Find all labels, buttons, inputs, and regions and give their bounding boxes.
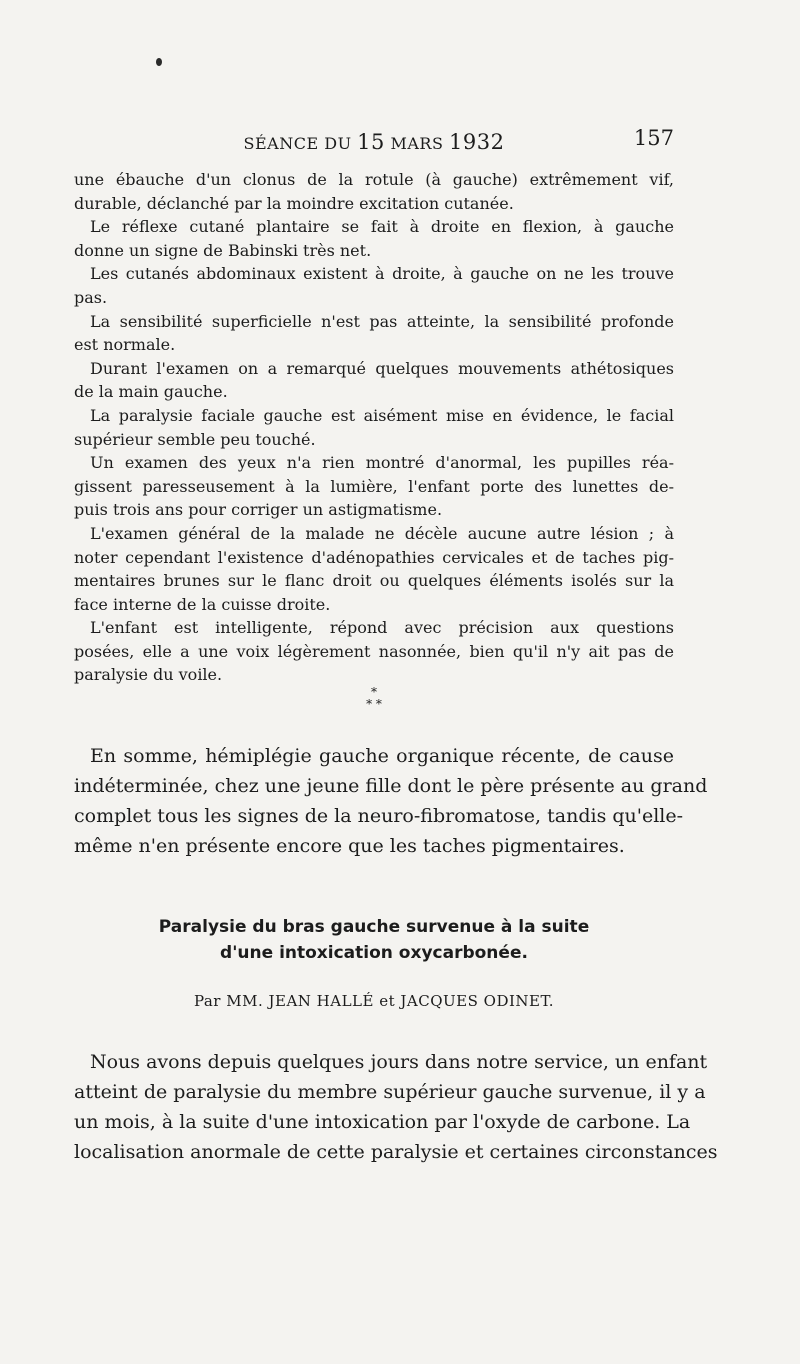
separator-star-top: * — [371, 685, 377, 699]
text-line: gissent paresseusement à la lumière, l'enfant porte des lunettes de- — [74, 476, 674, 496]
case-report-text — [74, 168, 674, 687]
page-header — [74, 126, 674, 156]
article-body-text — [74, 1047, 718, 1167]
text-line: une ébauche d'un clonus de la rotule (à gauche) extrêmement vif, — [74, 170, 674, 189]
article-title — [74, 914, 674, 966]
text-line: complet tous les signes de la neuro-fibromatose, tandis qu'elle- — [74, 805, 684, 827]
text-line: La sensibilité superficielle n'est pas atteinte, la sensibilité profonde — [90, 311, 674, 331]
summary-text — [74, 741, 708, 861]
text-line: indéterminée, chez une jeune fille dont le père présente au grand — [74, 775, 708, 797]
text-line: localisation anormale de cette paralysie et certaines circonstances — [74, 1141, 718, 1163]
running-head-year: 1932 — [449, 130, 505, 154]
text-line: atteint de paralysie du membre supérieur gauche survenue, il y a — [74, 1081, 706, 1103]
text-line: donne un signe de Babinski très net. — [74, 240, 372, 260]
text-line: durable, déclanché par la moindre excitation cutanée. — [74, 193, 514, 213]
running-head-month: MARS — [384, 134, 449, 153]
text-line: Nous avons depuis quelques jours dans notre service, un enfant — [90, 1051, 708, 1073]
ink-speck — [156, 58, 162, 66]
text-line: Les cutanés abdominaux existent à droite, à gauche on ne les trouve — [90, 264, 674, 284]
text-line: En somme, hémiplégie gauche organique récente, de cause — [90, 745, 674, 767]
text-line: face interne de la cuisse droite. — [74, 594, 331, 614]
text-line: de la main gauche. — [74, 382, 228, 402]
text-line: paralysie du voile. — [74, 665, 223, 685]
running-head-day: 15 — [357, 130, 385, 154]
text-line: Le réflexe cutané plantaire se fait à droite en flexion, à gauche — [90, 217, 674, 237]
text-line: L'enfant est intelligente, répond avec précision aux questions — [90, 618, 674, 638]
text-line: noter cependant l'existence d'adénopathies cervicales et de taches pig- — [74, 547, 674, 567]
article-authors: Par MM. JEAN HALLÉ et JACQUES ODINET. — [193, 992, 555, 1010]
running-head — [74, 130, 674, 154]
text-line: Durant l'examen on a remarqué quelques mouvements athétosiques — [90, 358, 674, 378]
article-title-line: d'une intoxication oxycarbonée. — [220, 943, 528, 963]
text-line: Un examen des yeux n'a rien montré d'anormal, les pupilles réa- — [90, 453, 674, 473]
text-line: L'examen général de la malade ne décèle aucune autre lésion ; à — [90, 523, 674, 543]
running-head-session: SÉANCE DU — [243, 134, 358, 153]
section-separator — [74, 686, 674, 710]
text-line: supérieur semble peu touché. — [74, 429, 316, 449]
text-line: un mois, à la suite d'une intoxication par l'oxyde de carbone. La — [74, 1111, 691, 1133]
separator-star-bottom: * * — [366, 697, 382, 711]
text-line: même n'en présente encore que les taches pigmentaires. — [74, 835, 625, 857]
page-number: 157 — [633, 126, 674, 150]
text-line: pas. — [74, 287, 108, 307]
article-title-line: Paralysie du bras gauche survenue à la suite — [158, 917, 590, 937]
text-line: La paralysie faciale gauche est aisément mise en évidence, le facial — [90, 405, 674, 425]
text-line: posées, elle a une voix légèrement nasonnée, bien qu'il n'y ait pas de — [74, 641, 674, 661]
text-line: est normale. — [74, 335, 176, 355]
text-line: mentaires brunes sur le flanc droit ou quelques éléments isolés sur la — [74, 571, 674, 591]
text-line: puis trois ans pour corriger un astigmatisme. — [74, 500, 443, 520]
